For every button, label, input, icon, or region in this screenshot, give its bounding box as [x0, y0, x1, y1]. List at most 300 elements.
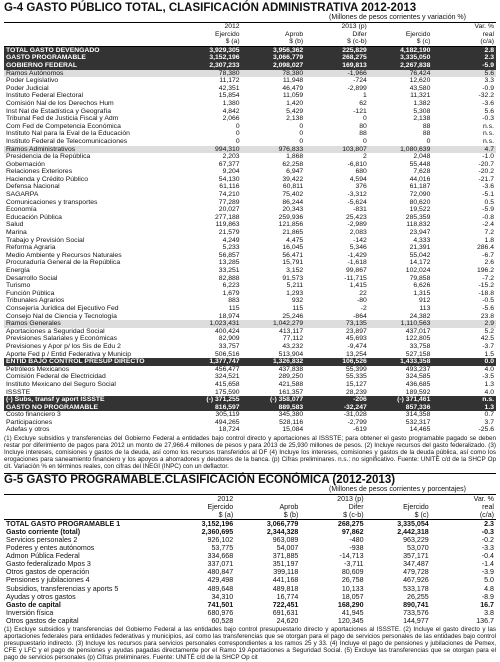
cell-value: -3.6	[482, 99, 494, 107]
cell-value: -2,989	[347, 221, 367, 229]
cell-value: 1,868	[286, 153, 304, 161]
cell-value: -5.1	[482, 191, 494, 199]
cell-value: 73,135	[305, 320, 369, 328]
table-row	[4, 358, 496, 366]
cell-value: (-) 371,255	[178, 396, 242, 404]
cell-value: 2,138	[286, 115, 304, 123]
cell-value: 1,433,358	[369, 358, 433, 366]
cell-value: 2.8	[432, 46, 496, 54]
cell-value: 5,308	[413, 107, 431, 115]
table-g5	[4, 494, 496, 626]
table-row	[4, 305, 496, 313]
table-row	[4, 85, 496, 93]
column-header	[369, 23, 433, 31]
cell-value: 351,197	[272, 560, 299, 569]
row-label: Servicios personales 2	[6, 536, 78, 544]
row-label: Gasto de capital	[6, 600, 61, 609]
cell-value: 1,380	[222, 99, 240, 107]
table-row	[4, 229, 496, 237]
column-header: Difer	[348, 502, 364, 511]
row-label: Gasto federalizado Mpos 3	[6, 560, 91, 569]
row-label: Instituto Mexicano del Seguro Social	[6, 380, 116, 388]
row-label: Tribunal Fed de Justicia Fiscal y Adm	[6, 115, 119, 123]
cell-value: -20.2	[478, 168, 494, 176]
cell-value: -619	[353, 426, 367, 434]
cell-value: -1.0	[482, 153, 494, 161]
cell-value: -3.9	[481, 568, 494, 577]
cell-value: -1,429	[347, 251, 367, 259]
cell-value: 527,158	[405, 350, 431, 358]
table-row	[4, 77, 496, 85]
column-header: $ (b)	[235, 511, 300, 520]
table-row	[4, 282, 496, 290]
column-header	[366, 494, 431, 503]
cell-value: 12,620	[409, 77, 431, 85]
cell-value: 1.5	[484, 350, 494, 358]
cell-value: 976,833	[242, 146, 306, 154]
cell-value: 43,232	[282, 342, 304, 350]
cell-value: -14,713	[339, 552, 364, 561]
column-header: $ (c)	[369, 38, 433, 46]
row-label: Comisión Nal de los Derechos Hum	[6, 99, 114, 107]
row-label: Consejo Nal de Ciencia y Tecnología	[6, 312, 117, 320]
row-label: Comisión Federal de Electricidad	[6, 373, 106, 381]
cell-value: 225,829	[305, 46, 369, 54]
table-row	[4, 206, 496, 214]
cell-value: -11,715	[344, 274, 367, 282]
cell-value: 3,152,196	[178, 54, 242, 62]
cell-value: 78,380	[242, 70, 306, 78]
cell-value: 60,811	[282, 183, 304, 191]
table-row	[4, 426, 496, 434]
table-row	[4, 381, 496, 389]
cell-value: 2,267,838	[369, 62, 433, 70]
cell-value: 305,119	[215, 411, 240, 419]
cell-value: 115	[292, 304, 304, 312]
cell-value: -32.2	[478, 92, 494, 100]
cell-value: n.s.	[483, 122, 494, 130]
column-header	[4, 38, 178, 46]
row-label: Petróleos Mexicanos	[6, 365, 70, 373]
cell-value: 16,774	[276, 592, 299, 601]
table-row	[4, 404, 496, 412]
cell-value: 5,233	[222, 244, 240, 252]
row-label: Inversión física	[6, 608, 54, 617]
cell-value: 88	[422, 130, 431, 138]
column-header	[4, 23, 178, 31]
column-header: 2012	[178, 23, 242, 31]
table-row	[4, 373, 496, 381]
row-label: Función Pública	[6, 289, 55, 297]
column-header: $ (c-b)	[300, 511, 365, 520]
cell-value: 1.8	[484, 236, 494, 244]
cell-value: 16,045	[282, 244, 304, 252]
column-header: 2013 (p)	[305, 23, 369, 31]
cell-value: 399,118	[273, 568, 299, 577]
cell-value: 62	[359, 99, 367, 107]
table-row	[4, 221, 496, 229]
cell-value: -20.7	[478, 160, 494, 168]
cell-value: 75,402	[282, 191, 304, 199]
cell-value: 528,116	[279, 418, 304, 426]
row-label: TOTAL GASTO DEVENGADO	[4, 46, 178, 54]
table-row	[4, 328, 496, 336]
cell-value: 119,863	[215, 221, 240, 229]
row-label: Desarrollo Social	[6, 274, 58, 282]
cell-value: 56,857	[218, 251, 240, 259]
row-label: Instituto Federal de Telecomunicaciones	[6, 137, 128, 145]
cell-value: -0.3	[481, 527, 494, 536]
column-header: Difer	[352, 30, 367, 38]
cell-value: -0.4	[481, 552, 494, 561]
cell-value: 5.2	[484, 327, 494, 335]
column-header: Var. %	[432, 23, 496, 31]
cell-value: 39,422	[282, 175, 304, 183]
column-header: (c/a)	[431, 511, 496, 520]
row-label: GASTO PROGRAMABLE	[4, 54, 178, 62]
row-label: Inst Nal de Estadística y Geografía	[6, 107, 112, 115]
row-label: Previsiones y Apor p/ los Sis de Edu 2	[6, 342, 121, 350]
cell-value: -5,624	[347, 198, 367, 206]
cell-value: 28,239	[345, 388, 367, 396]
cell-value: 680	[355, 168, 367, 176]
cell-value: 0	[235, 122, 240, 130]
column-header: Aprob	[279, 502, 299, 511]
cell-value: 18,724	[218, 426, 240, 434]
row-label: Poderes y entes autónomos	[6, 544, 95, 553]
cell-value: 161,357	[278, 388, 304, 396]
cell-value: 963,089	[272, 536, 299, 544]
cell-value: 489,818	[272, 584, 299, 593]
column-header	[242, 23, 306, 31]
cell-value: 3,066,779	[266, 519, 299, 528]
table-row	[4, 92, 496, 100]
cell-value: 62,258	[282, 160, 304, 168]
cell-value: 115	[228, 304, 240, 312]
cell-value: 60,528	[211, 616, 234, 625]
cell-value: 467,926	[403, 576, 429, 585]
cell-value: 102,024	[405, 267, 431, 274]
row-label: Salud	[6, 221, 24, 229]
cell-value: 23,947	[409, 229, 431, 237]
cell-value: 54,007	[276, 544, 299, 553]
cell-value: 1,315	[413, 289, 431, 297]
row-label: GASTO NO PROGRAMABLE	[4, 404, 178, 412]
table-row	[4, 100, 496, 108]
cell-value: -2,899	[347, 84, 367, 92]
cell-value: 722,451	[272, 600, 299, 609]
header-row	[4, 511, 496, 520]
cell-value: 932	[291, 297, 304, 305]
table-row	[4, 335, 496, 343]
cell-value: 437,838	[278, 365, 304, 373]
cell-value: 53,070	[407, 544, 429, 553]
row-label: Economía	[6, 206, 37, 214]
cell-value: 43,580	[409, 84, 431, 92]
cell-value: -31,028	[343, 411, 367, 419]
cell-value: 1,377,747	[178, 358, 242, 366]
cell-value: 1,679	[222, 289, 240, 297]
row-label: TOTAL GASTO PROGRAMABLE 1	[6, 519, 121, 528]
column-header: $ (a)	[170, 511, 235, 520]
cell-value: 106,526	[305, 358, 369, 366]
cell-value: 733,576	[403, 608, 429, 617]
cell-value: -2.4	[482, 221, 494, 229]
cell-value: 86,244	[282, 198, 304, 206]
cell-value: 4.8	[484, 584, 494, 593]
cell-value: 479,728	[403, 568, 429, 577]
cell-value: 55,399	[345, 365, 367, 373]
cell-value: 3,335,050	[369, 54, 433, 62]
cell-value: 314,358	[405, 411, 431, 419]
row-label: Ramos Administrativos	[4, 146, 178, 154]
row-label: Instituto Federal Electoral	[6, 92, 84, 100]
cell-value: 334,668	[207, 552, 234, 561]
cell-value: 513,904	[278, 350, 304, 358]
cell-value: 4.0	[484, 388, 494, 396]
cell-value: -80	[356, 297, 367, 305]
cell-value: 268,275	[305, 54, 369, 62]
cell-value: 5.6	[432, 70, 496, 78]
column-header	[4, 511, 170, 520]
cell-value: 16.7	[480, 600, 494, 609]
cell-value: 4,594	[349, 175, 367, 183]
cell-value: 0.5	[484, 198, 494, 206]
cell-value: 25,423	[345, 213, 367, 221]
column-header	[4, 31, 178, 39]
row-label: Participaciones	[6, 418, 53, 426]
cell-value: 169,813	[305, 62, 369, 70]
table-row	[4, 153, 496, 161]
table-row	[4, 593, 496, 601]
cell-value: 25,246	[282, 312, 304, 320]
cell-value: 41,945	[341, 608, 364, 617]
table-row	[4, 176, 496, 184]
cell-value: 912	[419, 297, 431, 305]
cell-value: 883	[228, 297, 240, 305]
cell-value: 15,127	[345, 380, 367, 388]
cell-value: 189,592	[405, 388, 431, 396]
cell-value: 5,211	[286, 282, 304, 290]
table-row	[4, 576, 496, 584]
cell-value: 4.7	[432, 146, 496, 154]
cell-value: 436,685	[405, 380, 431, 388]
cell-value: 113	[419, 304, 431, 312]
cell-value: 413,117	[279, 327, 304, 335]
cell-value: 61,187	[409, 183, 431, 191]
cell-value: 1,420	[286, 99, 304, 107]
row-label: Comunicaciones y transportes	[6, 198, 98, 206]
cell-value: 5.0	[484, 576, 494, 585]
cell-value: 55,042	[409, 251, 431, 259]
cell-value: 121,856	[278, 221, 304, 229]
cell-value: 144,977	[403, 616, 429, 625]
cell-value: -5.6	[482, 304, 494, 312]
cell-value: 11,948	[282, 77, 304, 85]
cell-value: 13,254	[345, 350, 367, 358]
table-row	[4, 351, 496, 359]
table-row	[4, 244, 496, 252]
header-row	[4, 38, 496, 46]
table-row	[4, 237, 496, 245]
cell-value: 136.7	[476, 616, 494, 625]
column-header: (c/a)	[432, 38, 496, 46]
cell-value: 857,336	[369, 404, 433, 412]
cell-value: 72,090	[409, 191, 431, 199]
cell-value: 259,936	[278, 213, 304, 221]
cell-value: 357,171	[403, 552, 429, 561]
cell-value: 15,791	[282, 259, 304, 267]
table-row	[4, 108, 496, 116]
table-row	[4, 396, 496, 404]
table-row	[4, 168, 496, 176]
section1-subtitle: (Millones de pesos corrientes y variación %)	[329, 14, 466, 21]
cell-value: 0.0	[432, 358, 496, 366]
cell-value: n.s.	[432, 396, 496, 404]
cell-value: 2,344,328	[266, 527, 299, 536]
cell-value: 494,265	[215, 418, 240, 426]
column-header	[4, 494, 170, 503]
table-row	[4, 199, 496, 207]
cell-value: 53,775	[211, 544, 234, 553]
cell-value: 20,343	[282, 206, 304, 214]
table-row	[4, 544, 496, 552]
cell-value: 10,133	[341, 584, 364, 593]
column-header	[4, 503, 170, 511]
cell-value: 61,116	[219, 183, 240, 191]
cell-value: -3.6	[482, 183, 494, 191]
cell-value: -142	[353, 236, 367, 244]
row-label: Previsiones Salariales y Económicas	[6, 335, 118, 343]
cell-value: 76,424	[369, 70, 433, 78]
cell-value: 26,758	[341, 576, 364, 585]
cell-value: 741,501	[207, 600, 234, 609]
cell-value: 80,609	[341, 568, 364, 577]
cell-value: 4,475	[286, 236, 304, 244]
cell-value: 4.0	[484, 365, 494, 373]
cell-value: -3.3	[481, 544, 494, 553]
cell-value: 196.2	[476, 267, 494, 274]
table-row	[4, 183, 496, 191]
cell-value: 1.3	[432, 404, 496, 412]
cell-value: 324,585	[405, 373, 431, 381]
cell-value: -8.9	[481, 592, 494, 601]
cell-value: 285,359	[405, 213, 431, 221]
cell-value: -32,247	[305, 404, 369, 412]
cell-value: 22	[359, 289, 367, 297]
cell-value: 45,693	[345, 335, 367, 343]
table-row	[4, 115, 496, 123]
row-label: (-) Subs, transf y aport ISSSTE	[4, 396, 178, 404]
cell-value: 56,471	[282, 251, 304, 259]
cell-value: 2.3	[484, 519, 494, 528]
cell-value: -9,474	[347, 342, 367, 350]
cell-value: 2,442,318	[397, 527, 429, 536]
cell-value: 2.6	[484, 259, 494, 267]
row-label: ISSSTE	[6, 388, 31, 396]
cell-value: 88	[359, 130, 367, 138]
row-label: Consejería Jurídica del Ejecutivo Fed	[6, 304, 119, 312]
row-label: Poder Judicial	[6, 84, 49, 92]
cell-value: (-) 358,077	[242, 396, 306, 404]
row-label: Reforma Agraria	[6, 244, 56, 252]
cell-value: 7.2	[484, 229, 494, 237]
cell-value: 1,415	[349, 282, 367, 290]
cell-value: 4,249	[222, 236, 240, 244]
cell-value: n.s.	[483, 137, 494, 145]
cell-value: -0.3	[482, 115, 494, 123]
cell-value: 15,854	[218, 92, 240, 100]
cell-value: 120,345	[337, 616, 364, 625]
column-header: Ejercido	[215, 30, 240, 38]
cell-value: 533,178	[403, 584, 429, 593]
cell-value: 21,391	[409, 244, 431, 252]
cell-value: -3,711	[343, 560, 364, 569]
column-header: Ejercido	[403, 502, 429, 511]
cell-value: -0.2	[481, 536, 494, 544]
row-label: Trabajo y Previsión Social	[6, 236, 85, 244]
cell-value: 24,620	[276, 616, 299, 625]
cell-value: -0.8	[482, 213, 494, 221]
cell-value: 1,326,832	[242, 358, 306, 366]
table-row	[4, 313, 496, 321]
table-row	[4, 161, 496, 169]
cell-value: -831	[353, 206, 367, 214]
cell-value: 506,516	[215, 350, 240, 358]
table-row	[4, 419, 496, 427]
cell-value: 1,080,639	[369, 146, 433, 154]
cell-value: 2	[363, 153, 367, 161]
row-label: Com Fed de Competencia Económica	[6, 122, 121, 130]
column-header: 2013 (p)	[300, 494, 365, 503]
table-row	[4, 609, 496, 617]
cell-value: 0	[299, 137, 304, 145]
cell-value: -938	[349, 544, 364, 553]
cell-value: 4,182,190	[369, 46, 433, 54]
cell-value: 2,098,027	[242, 62, 306, 70]
row-label: Presidencia de la República	[6, 153, 91, 161]
cell-value: 78,380	[178, 70, 242, 78]
cell-value: 0.7	[484, 411, 494, 419]
cell-value: 371,885	[272, 552, 299, 561]
cell-value: 3.3	[484, 77, 494, 85]
cell-value: 345,380	[278, 411, 304, 419]
cell-value: 1	[363, 92, 367, 100]
table-row	[4, 275, 496, 283]
column-header: $ (c)	[366, 511, 431, 520]
cell-value: 1,293	[286, 289, 304, 297]
row-label: Marina	[6, 229, 27, 237]
row-label: Otros gastos de operación	[6, 568, 90, 577]
cell-value: 54,130	[218, 175, 240, 183]
cell-value: -6,810	[347, 160, 367, 168]
cell-value: 289,250	[278, 373, 304, 381]
cell-value: 0	[363, 115, 367, 123]
cell-value: -0.9	[482, 84, 494, 92]
cell-value: 3.8	[484, 608, 494, 617]
cell-value: 890,741	[403, 600, 429, 609]
cell-value: 376	[355, 183, 367, 191]
cell-value: 80	[359, 122, 367, 130]
cell-value: 6,626	[413, 282, 431, 290]
cell-value: 421,588	[278, 380, 304, 388]
cell-value: 691,631	[272, 608, 299, 617]
cell-value: -18.8	[478, 289, 494, 297]
cell-value: 963,229	[403, 536, 429, 544]
cell-value: -2	[360, 304, 367, 312]
table-row	[4, 54, 496, 62]
cell-value: 77,112	[282, 335, 304, 343]
